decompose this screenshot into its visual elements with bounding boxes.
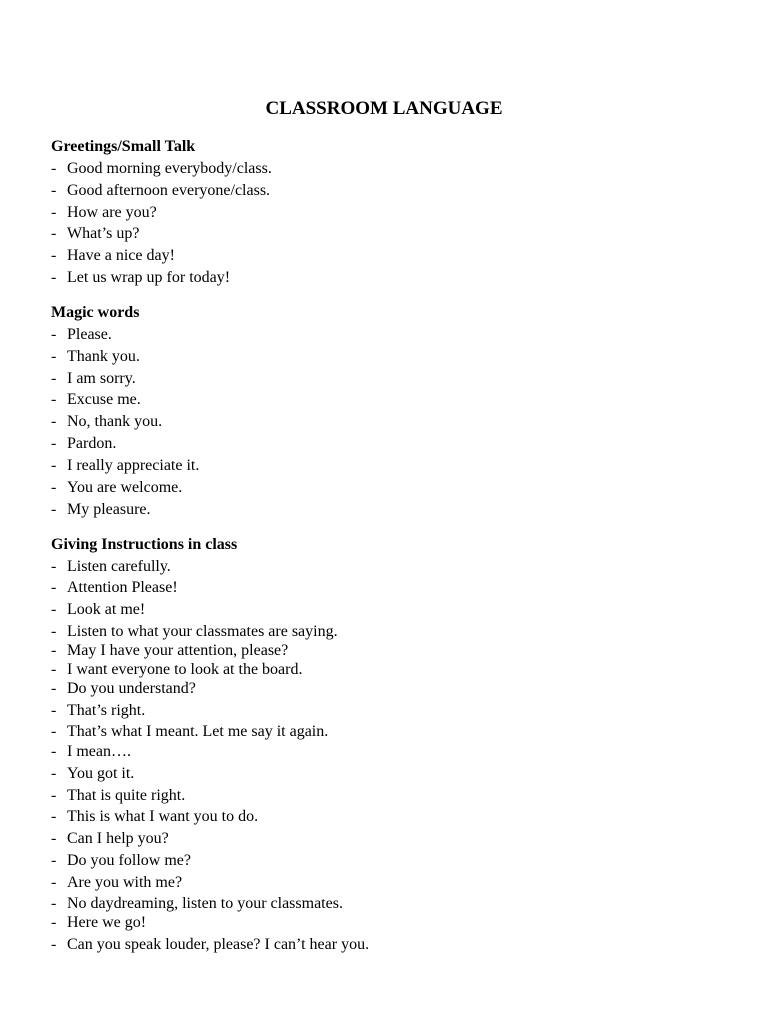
list-item: - Listen to what your classmates are saying. <box>51 623 338 640</box>
list-item: - I mean…. <box>51 743 131 760</box>
list-item: - How are you? <box>51 204 157 221</box>
list-item: - My pleasure. <box>51 501 151 518</box>
list-item: - Good morning everybody/class. <box>51 160 272 177</box>
list-item: - That is quite right. <box>51 787 186 804</box>
list-item: - That’s what I meant. Let me say it again. <box>51 723 329 740</box>
list-item: - This is what I want you to do. <box>51 808 259 825</box>
list-item: - Have a nice day! <box>51 247 175 264</box>
page-title: CLASSROOM LANGUAGE <box>265 98 503 119</box>
list-item: - Excuse me. <box>51 391 141 408</box>
list-item: - I am sorry. <box>51 370 136 387</box>
section-heading-greetings: Greetings/Small Talk <box>51 138 196 155</box>
list-item: - I want everyone to look at the board. <box>51 661 303 678</box>
list-item: - What’s up? <box>51 225 140 242</box>
list-item: - Listen carefully. <box>51 558 171 575</box>
list-item: - Pardon. <box>51 435 117 452</box>
list-item: - Do you understand? <box>51 680 196 697</box>
list-item: - No daydreaming, listen to your classmates. <box>51 895 343 912</box>
list-item: - May I have your attention, please? <box>51 642 289 659</box>
list-item: - Do you follow me? <box>51 852 191 869</box>
list-item: - That’s right. <box>51 702 146 719</box>
list-item: - Let us wrap up for today! <box>51 269 231 286</box>
list-item: - You are welcome. <box>51 479 183 496</box>
list-item: - Can you speak louder, please? I can’t hear you. <box>51 936 370 953</box>
list-item: - Thank you. <box>51 348 140 365</box>
list-item: - I really appreciate it. <box>51 457 200 474</box>
list-item: - Can I help you? <box>51 830 169 847</box>
list-item: - Are you with me? <box>51 874 183 891</box>
section-heading-magic-words: Magic words <box>51 304 140 321</box>
list-item: - You got it. <box>51 765 135 782</box>
list-item: - Good afternoon everyone/class. <box>51 182 271 199</box>
list-item: - Please. <box>51 326 112 343</box>
list-item: - Look at me! <box>51 601 146 618</box>
list-item: - No, thank you. <box>51 413 163 430</box>
list-item: - Attention Please! <box>51 579 178 596</box>
list-item: - Here we go! <box>51 914 147 931</box>
section-heading-giving-instructions: Giving Instructions in class <box>51 536 238 553</box>
